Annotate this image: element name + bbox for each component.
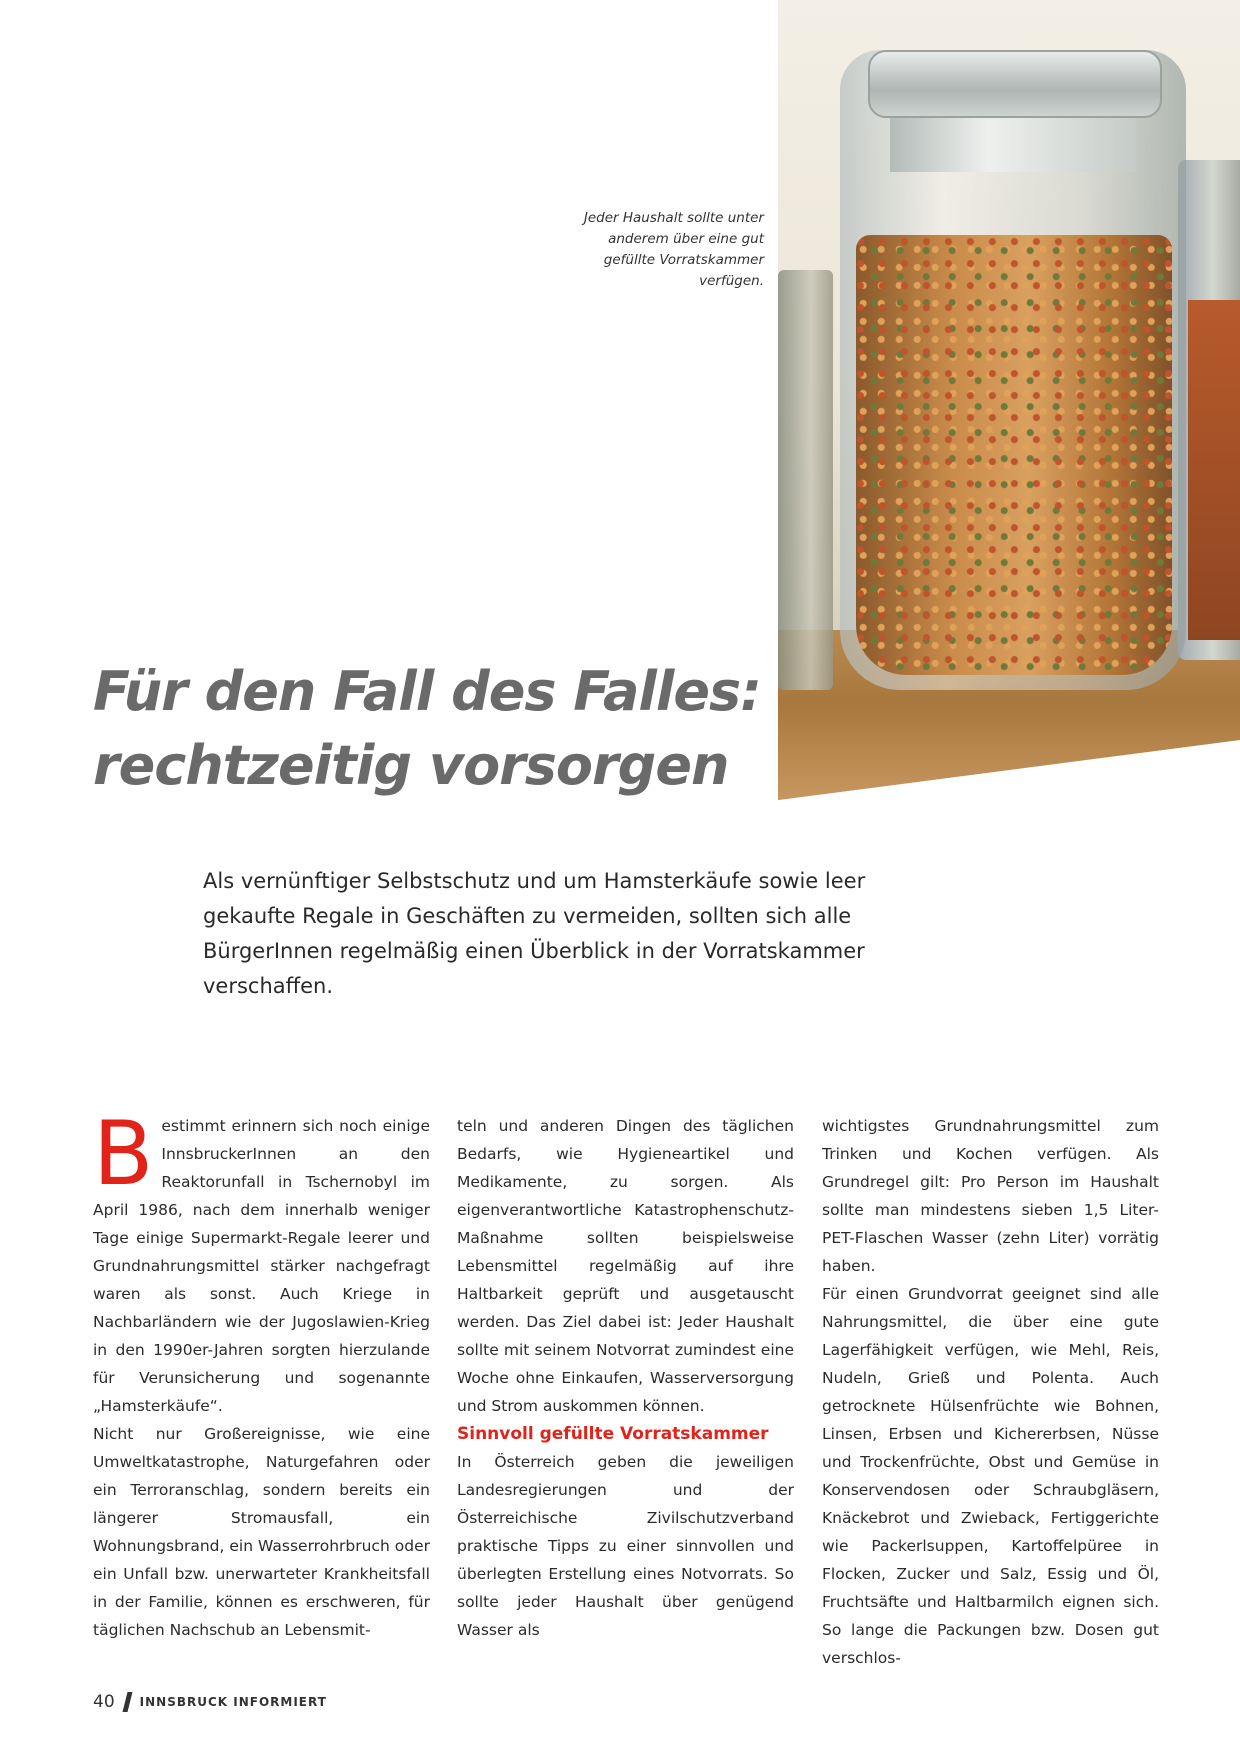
right-jar-contents [1188,300,1240,640]
text-column-1 [93,1102,430,1642]
jar-rim [868,50,1162,118]
text-column-2 [457,1112,794,1642]
drop-cap: B [93,1102,154,1205]
jar-neck [890,112,1136,172]
left-glass-jar [778,270,833,690]
text-column-3 [822,1112,1159,1667]
paragraph: wichtigstes Grundnahrungsmittel zum Trinken und Kochen verfügen. Als Grundregel gilt: Pro Person im Haushalt sollte man mindestens sieben 1,5 Liter-PET-Flaschen Wasser (zehn Liter) vorrätig haben. [822,1117,1159,1275]
paragraph: estimmt erinnern sich noch einige InnsbruckerInnen an den Reaktorunfall in Tschernobyl im April 1986, nach dem innerhalb weniger Tage einige Supermarkt-Regale leerer und Grundnahrungsmittel stärker nachgefragt waren als sonst. Auch Kriege in Nachbarländern wie der Jugoslawien-Krieg in den 1990er-Jahren sorgten hierzulande für Verunsicherung und sogenannte „Hamsterkäufe“. [93,1117,430,1415]
paragraph: In Österreich geben die jeweiligen Landesregierungen und der Österreichische Zivilschutzverband praktische Tipps zu einer sinnvollen und überlegten Erstellung eines Notvorrats. So sollte jeder Haushalt über genügend Wasser als [457,1453,794,1639]
spice-contents [856,235,1172,675]
paragraph: teln und anderen Dingen des täglichen Bedarfs, wie Hygieneartikel und Medikamente, zu sorgen. Als eigenverantwortliche Katastrophenschutz-Maßnahme sollten beispielsweise Lebensmittel regelmäßig auf ihre Haltbarkeit geprüft und ausgetauscht werden. Das Ziel dabei ist: Jeder Haushalt sollte mit seinem Notvorrat zumindest eine Woche ohne Einkaufen, Wasserversorgung und Strom auskommen können. [457,1117,794,1415]
publication-name: INNSBRUCK INFORMIERT [139,1695,327,1709]
paragraph: Nicht nur Großereignisse, wie eine Umweltkatastrophe, Naturgefahren oder ein Terroranschlag, sondern bereits ein längerer Stromausfall, ein Wohnungsbrand, ein Wasserrohrbruch oder ein Unfall bzw. unerwarteter Krankheitsfall in der Familie, können es erschweren, für täglichen Nachschub an Lebensmit- [93,1425,430,1639]
article-headline [93,655,773,803]
caption-line: verfügen. [699,273,764,289]
headline-line-2: rechtzeitig vorsorgen [93,734,729,797]
page-footer [93,1690,327,1714]
caption-line: anderem über eine gut [608,231,764,247]
article-intro: Als vernünftiger Selbstschutz und um Hamsterkäufe sowie leer gekaufte Regale in Geschäften zu vermeiden, sollten sich alle BürgerInnen regelmäßig einen Überblick in der Vorratskammer verschaffen. [203,869,866,998]
caption-line: gefüllte Vorratskammer [603,252,764,268]
paragraph: Für einen Grundvorrat geeignet sind alle Nahrungsmittel, die über eine gute Lagerfähigkeit verfügen, wie Mehl, Reis, Nudeln, Grieß und Polenta. Auch getrocknete Hülsenfrüchte wie Bohnen, Linsen, Erbsen und Kichererbsen, Nüsse und Trockenfrüchte, Obst und Gemüse in Konservendosen oder Schraubgläsern, Knäckebrot und Zwieback, Fertiggerichte wie Packerlsuppen, Kartoffelpüree in Flocken, Zucker und Salz, Essig und Öl, Fruchtsäfte und Haltbarmilch eignen sich. So lange die Packungen bzw. Dosen gut verschlos- [822,1285,1159,1667]
photo-caption [520,208,764,292]
headline-line-1: Für den Fall des Falles: [93,660,761,723]
slash-divider-icon [122,1692,132,1712]
spice-jar-photo [778,0,1240,800]
page-number: 40 [93,1692,115,1712]
section-subheading: Sinnvoll gefüllte Vorratskammer [457,1424,769,1444]
caption-line: Jeder Haushalt sollte unter [583,210,764,226]
